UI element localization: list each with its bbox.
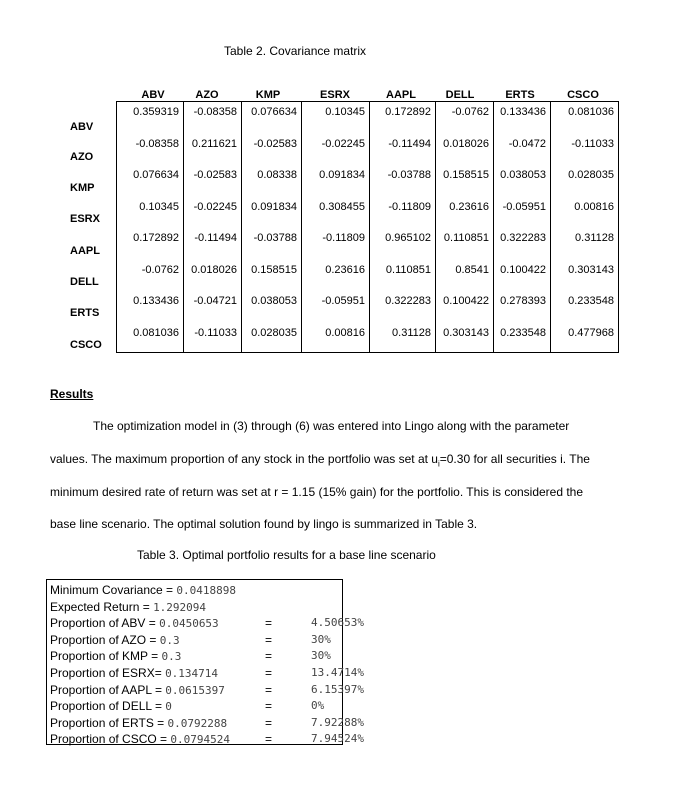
column-divider — [550, 102, 551, 352]
cov-cell-esrx-dell: 0.23616 — [449, 201, 489, 213]
results-paragraph-line-2b: =0.30 for all securities i. The — [439, 452, 590, 466]
result-label: Proportion of KMP = — [50, 649, 162, 663]
row-label-dell: DELL — [70, 276, 99, 288]
results-paragraph-line-4: base line scenario. The optimal solution found by lingo is summarized in Table 3. — [50, 517, 478, 531]
cov-cell-abv-kmp: 0.076634 — [251, 106, 297, 118]
result-percent: 7.92288% — [311, 716, 364, 729]
column-divider — [369, 102, 370, 352]
cov-cell-erts-esrx: -0.05951 — [321, 295, 365, 307]
result-label: Proportion of ERTS = — [50, 716, 168, 730]
cov-cell-azo-kmp: -0.02583 — [253, 138, 297, 150]
cov-cell-esrx-kmp: 0.091834 — [251, 201, 297, 213]
cov-cell-esrx-erts: -0.05951 — [502, 201, 546, 213]
cov-cell-dell-erts: 0.100422 — [500, 264, 546, 276]
cov-cell-azo-abv: -0.08358 — [135, 138, 179, 150]
result-value: 0.0794524 — [170, 733, 230, 746]
result-label: Proportion of ESRX= — [50, 666, 166, 680]
cov-cell-abv-dell: -0.0762 — [451, 106, 489, 118]
result-value: 0.0450653 — [159, 617, 219, 630]
result-line — [50, 715, 227, 731]
cov-cell-kmp-kmp: 0.08338 — [257, 169, 297, 181]
cov-cell-csco-kmp: 0.028035 — [251, 327, 297, 339]
cov-cell-abv-azo: -0.08358 — [193, 106, 237, 118]
equals-sign: = — [265, 633, 273, 647]
cov-cell-aapl-esrx: -0.11809 — [322, 232, 365, 244]
result-percent: 13.4714% — [311, 666, 364, 679]
cov-cell-aapl-aapl: 0.965102 — [385, 232, 431, 244]
cov-cell-erts-abv: 0.133436 — [133, 295, 179, 307]
cov-cell-csco-aapl: 0.31128 — [392, 327, 431, 339]
cov-cell-azo-aapl: -0.11494 — [388, 138, 431, 150]
col-header-aapl: AAPL — [386, 89, 416, 101]
cov-cell-erts-erts: 0.278393 — [500, 295, 546, 307]
cov-cell-aapl-erts: 0.322283 — [500, 232, 546, 244]
cov-cell-erts-dell: 0.100422 — [443, 295, 489, 307]
cov-cell-kmp-esrx: 0.091834 — [319, 169, 365, 181]
result-value: 0.0615397 — [165, 684, 225, 697]
results-heading: Results — [50, 387, 94, 401]
col-header-azo: AZO — [195, 89, 219, 101]
cov-cell-abv-erts: 0.133436 — [500, 106, 546, 118]
result-value: 1.292094 — [153, 601, 207, 614]
column-divider — [301, 102, 302, 352]
cov-cell-azo-csco: -0.11033 — [571, 138, 614, 150]
cov-cell-csco-csco: 0.477968 — [568, 327, 614, 339]
col-header-csco: CSCO — [567, 89, 599, 101]
results-paragraph-line-2 — [50, 452, 590, 468]
result-value: 0.3 — [159, 634, 180, 647]
table2-caption: Table 2. Covariance matrix — [224, 44, 367, 58]
cov-cell-abv-csco: 0.081036 — [568, 106, 614, 118]
result-label: Proportion of AAPL = — [50, 683, 166, 697]
result-value: 0 — [165, 700, 172, 713]
result-percent: 0% — [311, 699, 325, 712]
result-percent: 6.15397% — [311, 683, 364, 696]
cov-cell-erts-kmp: 0.038053 — [251, 295, 297, 307]
equals-sign: = — [265, 683, 273, 697]
result-line — [50, 731, 230, 747]
cov-cell-kmp-abv: 0.076634 — [133, 169, 179, 181]
column-divider — [241, 102, 242, 352]
col-header-erts: ERTS — [505, 89, 535, 101]
equals-sign: = — [265, 732, 273, 746]
row-label-csco: CSCO — [70, 339, 102, 351]
row-label-erts: ERTS — [70, 307, 100, 319]
result-percent: 7.94524% — [311, 732, 364, 745]
result-value: 0.0418898 — [176, 584, 236, 597]
cov-cell-aapl-abv: 0.172892 — [133, 232, 179, 244]
cov-cell-esrx-aapl: -0.11809 — [388, 201, 431, 213]
cov-cell-aapl-dell: 0.110851 — [443, 232, 489, 244]
cov-cell-esrx-csco: 0.00816 — [574, 201, 614, 213]
col-header-kmp: KMP — [255, 89, 281, 101]
cov-cell-kmp-csco: 0.028035 — [568, 169, 614, 181]
result-value: 0.3 — [161, 650, 182, 663]
result-label: Proportion of AZO = — [50, 633, 160, 647]
cov-cell-kmp-dell: 0.158515 — [443, 169, 489, 181]
results-paragraph-line-1: The optimization model in (3) through (6) was entered into Lingo along with the parameter — [93, 419, 570, 433]
equals-sign: = — [265, 666, 273, 680]
equals-sign: = — [265, 649, 273, 663]
cov-cell-azo-erts: -0.0472 — [508, 138, 546, 150]
cov-cell-dell-kmp: 0.158515 — [251, 264, 297, 276]
cov-cell-csco-dell: 0.303143 — [443, 327, 489, 339]
result-line — [50, 698, 172, 714]
result-percent: 4.50653% — [311, 616, 364, 629]
cov-cell-dell-csco: 0.303143 — [568, 264, 614, 276]
result-line — [50, 615, 219, 631]
cov-cell-aapl-azo: -0.11494 — [194, 232, 237, 244]
result-label: Expected Return = — [50, 600, 154, 614]
result-label: Proportion of ABV = — [50, 616, 160, 630]
row-label-kmp: KMP — [70, 182, 95, 194]
column-divider — [183, 102, 184, 352]
result-label: Proportion of CSCO = — [50, 732, 171, 746]
cov-cell-abv-esrx: 0.10345 — [325, 106, 365, 118]
cov-cell-csco-erts: 0.233548 — [500, 327, 546, 339]
result-percent: 30% — [311, 649, 331, 662]
equals-sign: = — [265, 716, 273, 730]
cov-cell-dell-dell: 0.8541 — [455, 264, 489, 276]
cov-cell-esrx-abv: 0.10345 — [139, 201, 179, 213]
table3-caption: Table 3. Optimal portfolio results for a base line scenario — [137, 548, 436, 562]
col-header-esrx: ESRX — [320, 89, 350, 101]
row-label-azo: AZO — [70, 151, 94, 163]
cov-cell-azo-esrx: -0.02245 — [321, 138, 365, 150]
cov-cell-azo-dell: 0.018026 — [443, 138, 489, 150]
col-header-abv: ABV — [141, 89, 165, 101]
cov-cell-abv-abv: 0.359319 — [133, 106, 179, 118]
cov-cell-dell-esrx: 0.23616 — [325, 264, 365, 276]
column-divider — [435, 102, 436, 352]
cov-cell-aapl-kmp: -0.03788 — [253, 232, 297, 244]
result-line — [50, 599, 206, 615]
cov-cell-csco-abv: 0.081036 — [133, 327, 179, 339]
col-header-dell: DELL — [445, 89, 475, 101]
result-percent: 30% — [311, 633, 331, 646]
cov-cell-dell-azo: 0.018026 — [191, 264, 237, 276]
result-label: Proportion of DELL = — [50, 699, 166, 713]
covariance-matrix-table — [116, 101, 619, 353]
cov-cell-erts-azo: -0.04721 — [193, 295, 237, 307]
results-paragraph-line-3: minimum desired rate of return was set at r = 1.15 (15% gain) for the portfolio. This is considered the — [50, 485, 584, 499]
row-label-aapl: AAPL — [70, 245, 100, 257]
equals-sign: = — [265, 699, 273, 713]
cov-cell-erts-csco: 0.233548 — [568, 295, 614, 307]
cov-cell-esrx-azo: -0.02245 — [193, 201, 237, 213]
cov-cell-csco-azo: -0.11033 — [194, 327, 237, 339]
cov-cell-csco-esrx: 0.00816 — [325, 327, 365, 339]
cov-cell-kmp-azo: -0.02583 — [193, 169, 237, 181]
result-line — [50, 682, 225, 698]
result-line — [50, 582, 236, 598]
result-value: 0.0792288 — [167, 717, 228, 730]
result-value: 0.134714 — [165, 667, 219, 680]
row-label-esrx: ESRX — [70, 213, 100, 225]
cov-cell-abv-aapl: 0.172892 — [385, 106, 431, 118]
column-divider — [493, 102, 494, 352]
cov-cell-dell-abv: -0.0762 — [141, 264, 179, 276]
results-paragraph-line-2a: values. The maximum proportion of any stock in the portfolio was set at u — [50, 452, 438, 466]
result-line — [50, 648, 181, 664]
cov-cell-dell-aapl: 0.110851 — [385, 264, 431, 276]
result-label: Minimum Covariance = — [50, 583, 177, 597]
cov-cell-erts-aapl: 0.322283 — [385, 295, 431, 307]
cov-cell-aapl-csco: 0.31128 — [575, 232, 614, 244]
subscript-i: i — [437, 459, 440, 469]
cov-cell-kmp-aapl: -0.03788 — [387, 169, 431, 181]
result-line — [50, 665, 218, 681]
equals-sign: = — [265, 616, 273, 630]
cov-cell-azo-azo: 0.211621 — [191, 138, 237, 150]
cov-cell-kmp-erts: 0.038053 — [500, 169, 546, 181]
result-line — [50, 632, 180, 648]
cov-cell-esrx-esrx: 0.308455 — [319, 201, 365, 213]
row-label-abv: ABV — [70, 121, 94, 133]
